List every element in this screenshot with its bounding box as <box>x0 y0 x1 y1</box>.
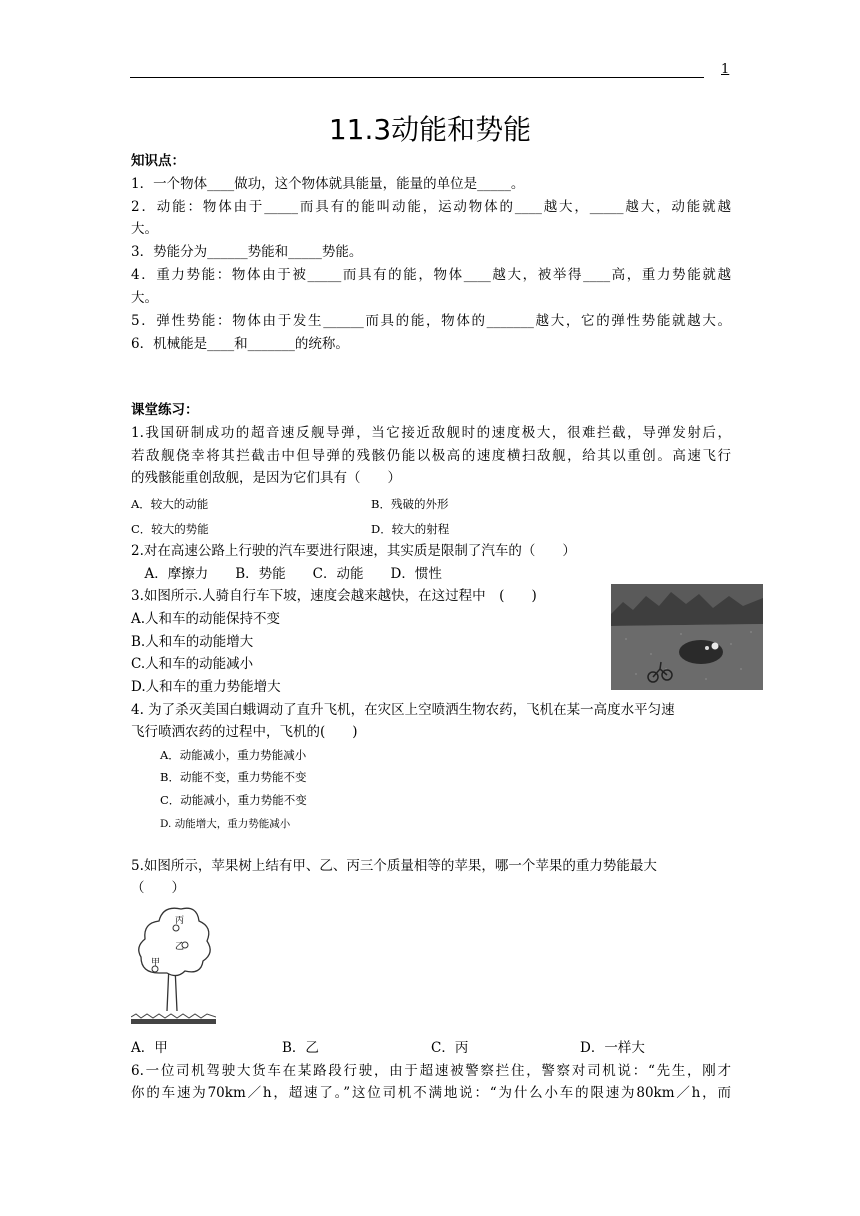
q1-option-b: B．残破的外形 <box>371 497 449 511</box>
page-number: 1 <box>721 62 730 77</box>
tree-label-yi: 乙 <box>175 942 185 952</box>
q5-text: （ ） <box>131 880 185 896</box>
q1-text: 1.我国研制成功的超音速反舰导弹，当它接近敌舰时的速度极大，很难拦截，导弹发射后， <box>131 425 731 441</box>
q6-text: 你的车速为70km／h，超速了。”这位司机不满地说：“为什么小车的限速为80km／h，而 <box>131 1085 731 1101</box>
tree-label-bing: 丙 <box>175 916 185 926</box>
q5-option-d: D．一样大 <box>580 1040 645 1056</box>
practice-heading: 课堂练习： <box>131 402 199 418</box>
q2-options: A．摩擦力 B．势能 C．动能 D．惯性 <box>131 566 442 582</box>
apple-tree-image <box>131 895 216 1033</box>
q1-text: 若敌舰侥幸将其拦截击中但导弹的残骸仍能以极高的速度横扫敌舰，给其以重创。高速飞行 <box>131 448 731 464</box>
knowledge-heading: 知识点： <box>131 153 185 169</box>
knowledge-item: 4．重力势能：物体由于被_____而具有的能，物体____越大，被举得____高，重力势能就越 <box>131 267 731 283</box>
q1-text: 的残骸能重创敌舰，是因为它们具有（ ） <box>131 470 401 486</box>
q5-text: 5.如图所示，苹果树上结有甲、乙、丙三个质量相等的苹果，哪一个苹果的重力势能最大 <box>131 858 657 874</box>
q2-text: 2.对在高速公路上行驶的汽车要进行限速，其实质是限制了汽车的（ ） <box>131 543 576 559</box>
q4-text: 飞行喷洒农药的过程中，飞机的( ) <box>131 724 358 740</box>
tree-label-jia: 甲 <box>151 958 161 968</box>
q4-option-d: D. 动能增大，重力势能减小 <box>160 818 291 830</box>
q1-option-c: C．较大的势能 <box>131 522 209 536</box>
knowledge-item: 大。 <box>131 290 158 306</box>
q5-option-a: A．甲 <box>131 1040 168 1056</box>
knowledge-item: 1．一个物体____做功，这个物体就具能量，能量的单位是_____。 <box>131 176 525 192</box>
knowledge-item: 3．势能分为______势能和_____势能。 <box>131 244 363 260</box>
q1-option-a: A．较大的动能 <box>131 497 209 511</box>
q6-text: 6.一位司机驾驶大货车在某路段行驶，由于超速被警察拦住，警察对司机说：“先生，刚才 <box>131 1063 731 1079</box>
q4-option-a: A．动能减小，重力势能减小 <box>160 748 307 762</box>
q3-option-a: A.人和车的动能保持不变 <box>131 611 281 627</box>
q3-text: 3.如图所示.人骑自行车下坡，速度会越来越快，在这过程中 ( ) <box>131 588 537 604</box>
cyclist-downhill-image <box>611 584 763 690</box>
page-title: 11.3动能和势能 <box>328 113 532 146</box>
q3-option-d: D.人和车的重力势能增大 <box>131 679 281 695</box>
knowledge-item: 大。 <box>131 221 158 237</box>
q4-option-b: B．动能不变，重力势能不变 <box>160 770 307 784</box>
q3-option-b: B.人和车的动能增大 <box>131 634 254 650</box>
knowledge-item: 2．动能：物体由于_____而具有的能叫动能，运动物体的____越大，_____越大，动能就越 <box>131 199 731 215</box>
knowledge-item: 6．机械能是____和_______的统称。 <box>131 336 349 352</box>
knowledge-item: 5．弹性势能：物体由于发生______而具的能，物体的_______越大，它的弹性势能就越大。 <box>131 313 731 329</box>
q1-option-d: D．较大的射程 <box>371 522 450 536</box>
q4-option-c: C．动能减小，重力势能不变 <box>160 793 307 807</box>
q4-text: 4. 为了杀灭美国白蛾调动了直升飞机，在灾区上空喷洒生物农药，飞机在某一高度水平匀速 <box>131 702 675 718</box>
q3-option-c: C.人和车的动能减小 <box>131 656 254 672</box>
header-rule <box>130 77 704 78</box>
q5-option-c: C．丙 <box>431 1040 469 1056</box>
q5-option-b: B．乙 <box>282 1040 319 1056</box>
